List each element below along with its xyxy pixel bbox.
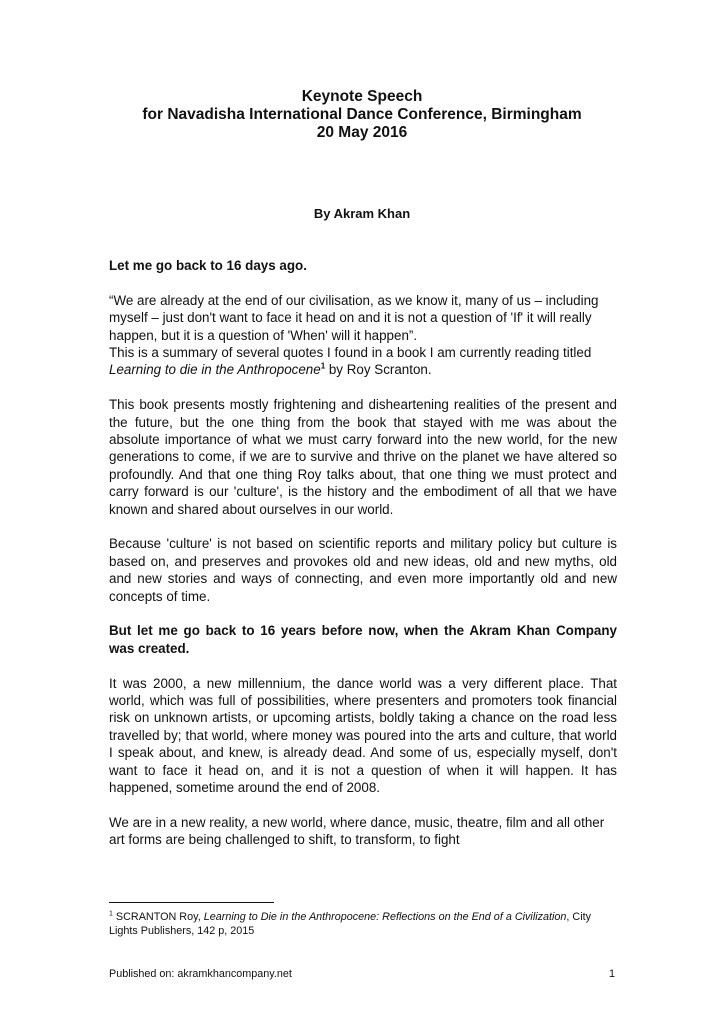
body-text: [109, 257, 617, 866]
footer-published: Published on: akramkhancompany.net: [109, 968, 292, 980]
footnote-rest: , City Lights Publishers, 142 p, 2015: [109, 911, 592, 937]
footnote-title: Learning to Die in the Anthropocene: Reflections on the End of a Civilization: [203, 911, 567, 923]
footnote-divider: [109, 902, 274, 903]
footnote-reference[interactable]: 1: [320, 361, 326, 371]
title-line-2: for Navadisha International Dance Conference, Birmingham: [142, 106, 582, 123]
summary-post: by Roy Scranton.: [325, 362, 432, 378]
byline: By Akram Khan: [313, 206, 411, 221]
section-heading-2: But let me go back to 16 years before now, when the Akram Khan Company was created.: [109, 623, 617, 656]
page-number: 1: [608, 968, 615, 980]
quote-text: “We are already at the end of our civilisation, as we know it, many of us – including myself – just don't want to face it head on and it is not a question of 'If' it will really happen, but it is a question of 'When' will it happen”.: [109, 292, 599, 343]
paragraph-5: We are in a new reality, a new world, where dance, music, theatre, film and all other art forms are being challenged to shift, to transform, to fight: [109, 814, 605, 848]
title-block: [0, 88, 724, 142]
section-heading-1: Let me go back to 16 days ago.: [109, 258, 307, 273]
title-line-1: Keynote Speech: [301, 88, 423, 105]
paragraph-4: It was 2000, a new millennium, the dance world was a very different place. That world, which was full of possibilities, where presenters and promoters took financial risk on unknown artists, or upcoming artists, boldly taking a chance on the road less travelled by; that world, where money was poured into the arts and culture, that world I speak about, and knew, is already dead. And some of us, especially myself, don't want to face it head on, and it is not a question of when it will happen. It has happened, sometime around the end of 2008.: [109, 675, 617, 796]
paragraph-3: Because 'culture' is not based on scientific reports and military policy but culture is based on, and preserves and provokes old and new ideas, old and new myths, old and new stories and ways of connecting, and even more importantly old and new concepts of time.: [109, 536, 617, 604]
summary-pre: This is a summary of several quotes I found in a book I am currently reading titled: [109, 345, 592, 361]
footnote-number: 1: [109, 910, 113, 918]
paragraph-2: This book presents mostly frightening and disheartening realities of the present and the future, but the one thing from the book that stayed with me was about the absolute importance of what we must carry forward into the new world, for the new generations to come, if we are to survive and thrive on the planet we have altered so profoundly. And that one thing Roy talks about, that one thing we must protect and carry forward is our 'culture', is the history and the embodiment of all that we have known and shared about ourselves in our world.: [109, 397, 617, 517]
footnote: [109, 910, 619, 938]
footnote-author: SCRANTON Roy,: [112, 911, 204, 923]
quote-paragraph: [109, 292, 617, 379]
title-line-3-date: 20 May 2016: [316, 124, 408, 141]
book-title: Learning to die in the Anthropocene: [109, 362, 321, 378]
